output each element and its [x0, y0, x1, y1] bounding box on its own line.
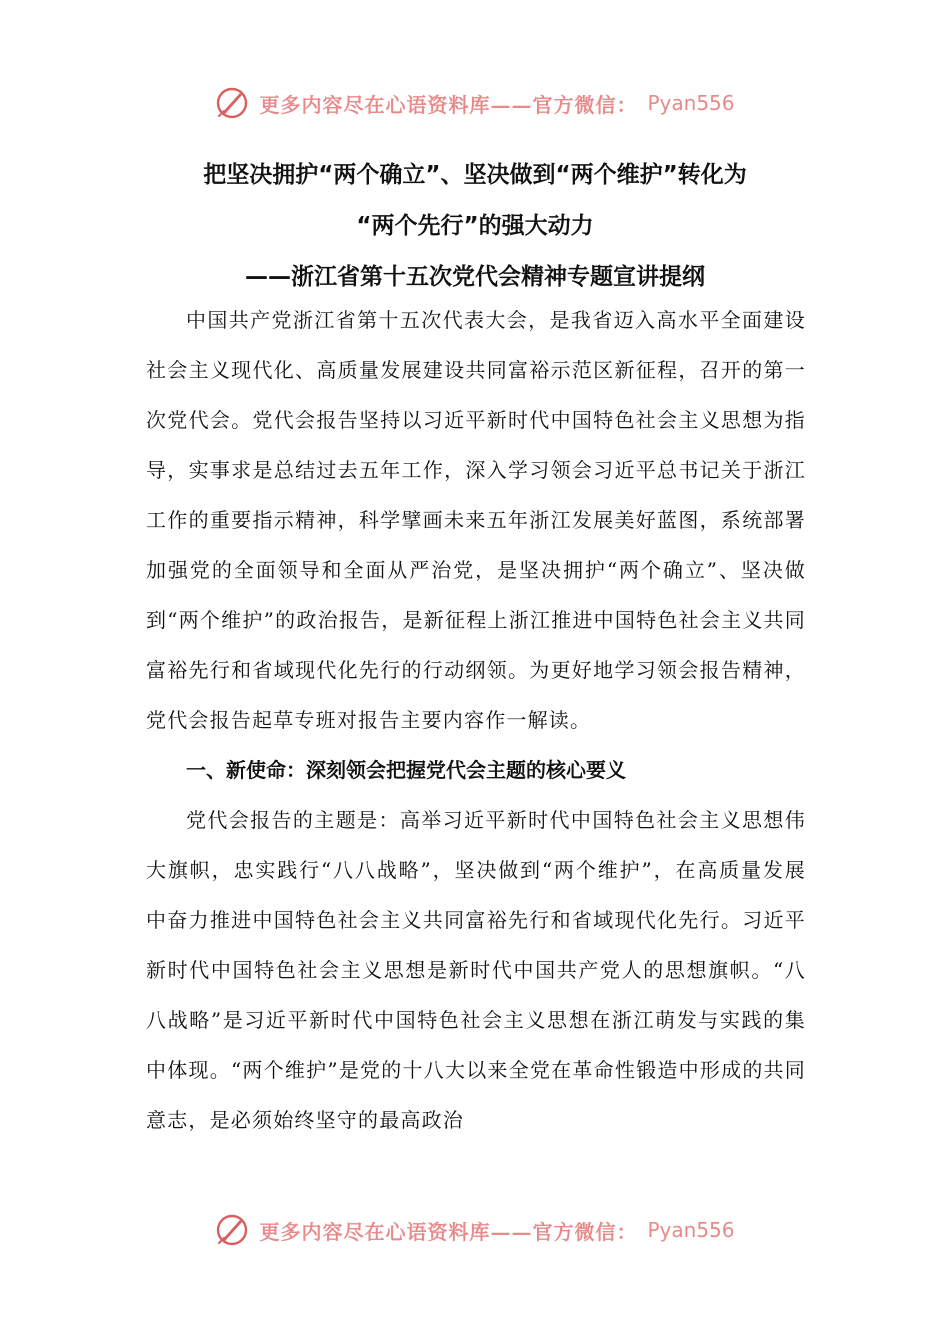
watermark-text: 更多内容尽在心语资料库——官方微信： — [259, 92, 638, 117]
watermark-handle: Pyan556 — [647, 1218, 735, 1242]
document-subtitle: ——浙江省第十五次党代会精神专题宣讲提纲 — [245, 264, 705, 290]
section-heading-1: 一、新使命：深刻领会把握党代会主题的核心要义 — [186, 758, 626, 782]
watermark-header — [0, 78, 950, 128]
intro-paragraph: 中国共产党浙江省第十五次代表大会，是我省迈入高水平全面建设社会主义现代化、高质量发展建设共同富裕示范区新征程，召开的第一次党代会。党代会报告坚持以习近平新时代中国特色社会主义思想为指导，实事求是总结过去五年工作，深入学习领会习近平总书记关于浙江工作的重要指示精神，科学擘画未来五年浙江发展美好蓝图，系统部署加强党的全面领导和全面从严治党，是坚决拥护“两个确立”、坚决做到“两个维护”的政治报告，是新征程上浙江推进中国特色社会主义共同富裕先行和省域现代化先行的行动纲领。为更好地学习领会报告精神，党代会报告起草专班对报告主要内容作一解读。 — [146, 308, 806, 732]
quill-logo-icon — [215, 86, 249, 120]
document-title-line-2: “两个先行”的强大动力 — [356, 213, 594, 239]
section-1-paragraph: 党代会报告的主题是：高举习近平新时代中国特色社会主义思想伟大旗帜，忠实践行“八八战略”，坚决做到“两个维护”，在高质量发展中奋力推进中国特色社会主义共同富裕先行和省域现代化先行。习近平新时代中国特色社会主义思想是新时代中国共产党人的思想旗帜。“八八战略”是习近平新时代中国特色社会主义思想在浙江萌发与实践的集中体现。“两个维护”是党的十八大以来全党在革命性锻造中形成的共同意志，是必须始终坚守的最高政治 — [146, 808, 806, 1132]
watermark-handle: Pyan556 — [647, 91, 735, 115]
watermark-footer — [0, 1205, 950, 1255]
watermark-text: 更多内容尽在心语资料库——官方微信： — [259, 1219, 638, 1244]
quill-logo-icon — [215, 1213, 249, 1247]
document-title-line-1: 把坚决拥护“两个确立”、坚决做到“两个维护”转化为 — [203, 162, 747, 188]
document-body — [146, 295, 806, 1145]
